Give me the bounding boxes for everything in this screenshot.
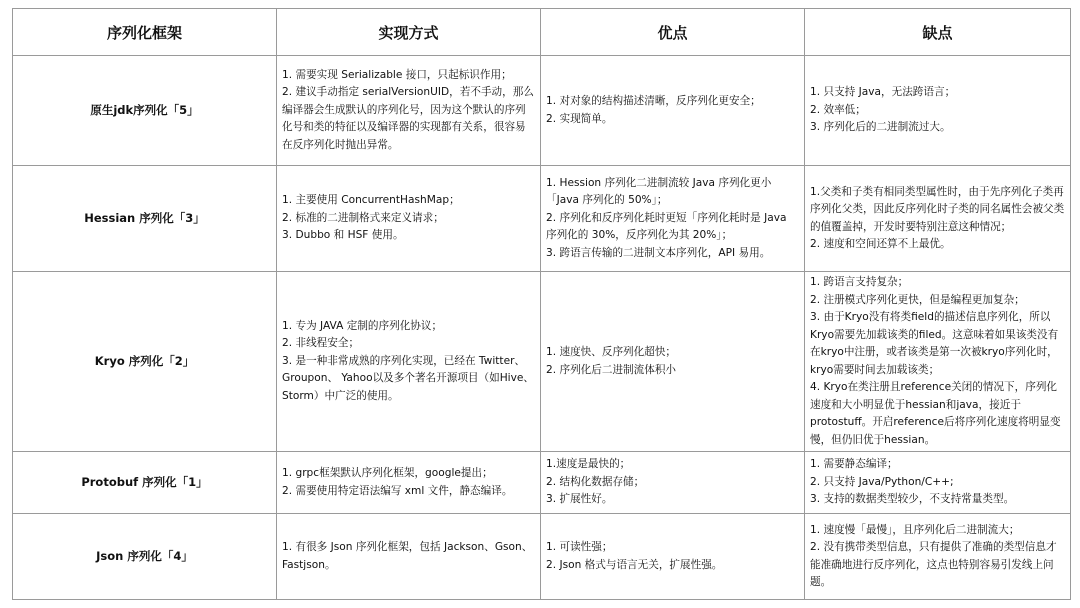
list-item: 4. Kryo在类注册且reference关闭的情况下，序列化速度和大小明显优于hessian和java，接近于protostuff。开启reference后将序列化速度将明显变慢，但仍旧优于hessian。 — [810, 381, 1061, 446]
header-implementation: 实现方式 — [277, 9, 541, 56]
list-item: 2. 非线程安全； — [282, 337, 360, 350]
list-item: 3. 支持的数据类型较少，不支持常量类型。 — [810, 493, 1015, 506]
pros-cell — [541, 166, 805, 272]
list-item: 3. 由于Kryo没有将类field的描述信息序列化，所以Kryo需要先加载该类的filed。这意味着如果该类没有在kryo中注册，或者该类是第一次被kryo序列化时，kryo需要时间去加载该类； — [810, 311, 1059, 376]
pros-cell — [541, 514, 805, 600]
list-item: 2. 标准的二进制格式来定义请求； — [282, 211, 444, 224]
list-item: 1. 可读性强； — [546, 541, 613, 553]
list-item: 3. Dubbo 和 HSF 使用。 — [282, 229, 404, 242]
table-row — [13, 56, 1071, 166]
framework-name: Json 序列化「4」 — [13, 514, 277, 600]
cons-cell — [805, 272, 1071, 452]
serialization-comparison-table — [12, 8, 1071, 600]
list-item: 2. 速度和空间还算不上最优。 — [810, 238, 951, 250]
list-item: 2. 序列化后二进制流体积小 — [546, 363, 677, 376]
framework-name: 原生jdk序列化「5」 — [13, 56, 277, 166]
list-item: 1. 有很多 Json 序列化框架，包括 Jackson、Gson、Fastjson。 — [282, 541, 533, 571]
list-item: 2. 实现简单。 — [546, 112, 613, 125]
list-item: 2. 注册模式序列化更快，但是编程更加复杂； — [810, 293, 1025, 306]
list-item: 1. 需要实现 Serializable 接口，只起标识作用； — [282, 68, 512, 81]
list-item: 2. Json 格式与语言无关，扩展性强。 — [546, 558, 723, 571]
list-item: 2. 只支持 Java/Python/C++; — [810, 475, 954, 488]
list-item: 3. 扩展性好。 — [546, 493, 613, 506]
table-row — [13, 514, 1071, 600]
list-item: 2. 序列化和反序列化耗时更短「序列化耗时是 Java 序列化的 30%，反序列化为其 20%」； — [546, 211, 787, 242]
header-row — [13, 9, 1071, 56]
list-item: 1. 速度快、反序列化超快； — [546, 346, 677, 358]
framework-name: Protobuf 序列化「1」 — [13, 452, 277, 514]
framework-name: Hessian 序列化「3」 — [13, 166, 277, 272]
header-cons: 缺点 — [805, 9, 1071, 56]
list-item: 1. 速度慢「最慢」，且序列化后二进制流大； — [810, 523, 1020, 536]
implementation-cell — [277, 514, 541, 600]
cons-cell — [805, 514, 1071, 600]
list-item: 3. 序列化后的二进制流过大。 — [810, 121, 951, 134]
list-item: 1. 专为 JAVA 定制的序列化协议； — [282, 319, 443, 332]
implementation-cell — [277, 166, 541, 272]
list-item: 2. 效率低； — [810, 103, 866, 116]
pros-cell — [541, 452, 805, 514]
list-item: 1.父类和子类有相同类型属性时，由于先序列化子类再序列化父类，因此反序列化时子类的同名属性会被父类的值覆盖掉，开发时要特别注意这种情况； — [810, 185, 1065, 233]
list-item: 1. grpc框架默认序列化框架，google提出； — [282, 467, 493, 479]
framework-name: Kryo 序列化「2」 — [13, 272, 277, 452]
list-item: 2. 结构化数据存储； — [546, 475, 645, 488]
header-framework: 序列化框架 — [13, 9, 277, 56]
list-item: 1. Hession 序列化二进制流较 Java 序列化更小「Java 序列化的 50%」； — [546, 176, 772, 207]
list-item: 1.速度是最快的； — [546, 458, 631, 471]
list-item: 3. 跨语言传输的二进制文本序列化，API 易用。 — [546, 246, 771, 259]
pros-cell — [541, 56, 805, 166]
table-row — [13, 452, 1071, 514]
pros-cell — [541, 272, 805, 452]
cons-cell — [805, 166, 1071, 272]
cons-cell — [805, 56, 1071, 166]
list-item: 2. 需要使用特定语法编写 xml 文件，静态编译。 — [282, 484, 513, 497]
list-item: 1. 只支持 Java，无法跨语言； — [810, 86, 956, 99]
list-item: 1. 对对象的结构描述清晰，反序列化更安全； — [546, 95, 761, 107]
implementation-cell — [277, 272, 541, 452]
table-row — [13, 272, 1071, 452]
list-item: 1. 主要使用 ConcurrentHashMap； — [282, 194, 460, 207]
list-item: 2. 没有携带类型信息，只有提供了准确的类型信息才能准确地进行反序列化，这点也特别容易引发线上问题。 — [810, 541, 1057, 588]
list-item: 3. 是一种非常成熟的序列化实现，已经在 Twitter、Groupon、 Yahoo以及多个著名开源项目（如Hive、Storm）中广泛的使用。 — [282, 354, 535, 402]
implementation-cell — [277, 452, 541, 514]
cons-cell — [805, 452, 1071, 514]
list-item: 1. 需要静态编译； — [810, 458, 898, 471]
list-item: 2. 建议手动指定 serialVersionUID，若不手动，那么编译器会生成默认的序列化号，因为这个默认的序列化号和类的特征以及编译器的实现都有关系，很容易在反序列化时抛出异常。 — [282, 86, 534, 151]
header-pros: 优点 — [541, 9, 805, 56]
table-row — [13, 166, 1071, 272]
implementation-cell — [277, 56, 541, 166]
list-item: 1. 跨语言支持复杂； — [810, 276, 909, 288]
